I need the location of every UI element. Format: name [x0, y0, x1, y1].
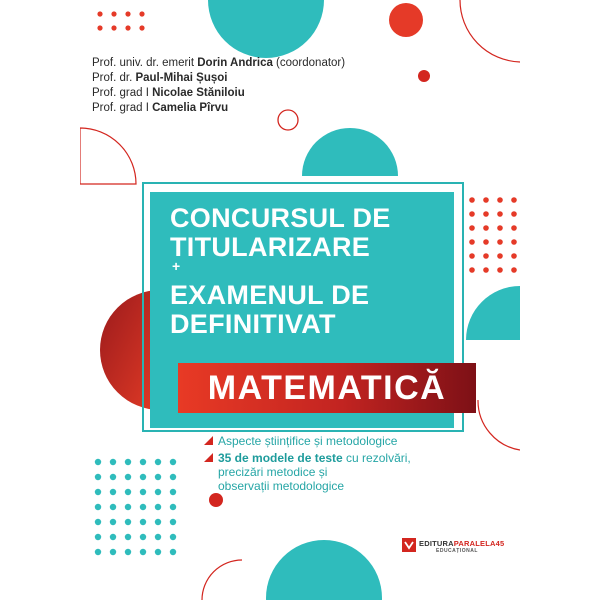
author-title: Prof. dr. — [92, 72, 136, 84]
author-name: Dorin Andrica — [197, 57, 273, 69]
teal-half-circle-top — [208, 0, 324, 58]
author-name: Nicolae Stăniloiu — [152, 87, 245, 99]
red-dot-top — [389, 3, 423, 37]
title-plus: + — [172, 258, 181, 274]
publisher-name — [419, 539, 504, 548]
dot-grid-right — [469, 197, 517, 273]
title-line-1: CONCURSUL DE — [170, 203, 391, 233]
feature-list — [204, 434, 411, 493]
teal-quarter-circle-right — [466, 286, 520, 340]
author-row — [92, 86, 345, 101]
author-title: Prof. univ. dr. emerit — [92, 57, 198, 69]
subject-title: MATEMATICĂ — [207, 369, 447, 407]
title-line-2: TITULARIZARE — [170, 232, 371, 262]
author-list — [92, 56, 345, 116]
title-line-4: DEFINITIVAT — [170, 309, 336, 339]
publisher-word: PARALELA — [453, 539, 496, 548]
feature-text-bold: 35 de modele de teste — [218, 451, 343, 465]
author-row — [92, 56, 345, 71]
feature-text: Aspecte științifice și metodologice — [218, 434, 398, 448]
triangle-bullet-icon — [204, 453, 213, 462]
teal-circle-bottom — [266, 540, 382, 600]
author-row — [92, 101, 345, 116]
teal-half-circle-mid — [302, 128, 398, 176]
feature-item — [204, 451, 411, 493]
feature-item — [204, 434, 411, 448]
author-title: Prof. grad I — [92, 102, 153, 114]
feature-text: precizări metodice și — [218, 465, 328, 479]
publisher-subline: EDUCAȚIONAL — [436, 548, 478, 554]
subject-banner — [178, 363, 476, 413]
author-name: Paul-Mihai Șușoi — [135, 72, 228, 84]
dot-grid-bottom-left — [95, 459, 176, 555]
outline-arc-top — [460, 0, 520, 62]
author-role: (coordonator) — [272, 57, 346, 69]
outline-arc-bottom — [202, 560, 242, 600]
triangle-bullet-icon — [204, 436, 213, 445]
red-dot-small — [418, 70, 430, 82]
title-line-3: EXAMENUL DE — [170, 280, 370, 310]
dot-grid-top — [97, 11, 144, 30]
red-dot-bottom — [209, 493, 223, 507]
author-row — [92, 71, 345, 86]
publisher-word: EDITURA — [419, 539, 454, 548]
book-cover — [80, 0, 520, 600]
outline-arc-left — [80, 128, 136, 184]
author-name: Camelia Pîrvu — [152, 102, 229, 114]
feature-text: cu rezolvări, — [342, 451, 411, 465]
publisher-emblem-icon — [402, 538, 416, 552]
feature-text: observații metodologice — [218, 479, 345, 493]
author-title: Prof. grad I — [92, 87, 153, 99]
outline-arc-right — [478, 400, 520, 450]
publisher-number: 45 — [495, 539, 505, 548]
